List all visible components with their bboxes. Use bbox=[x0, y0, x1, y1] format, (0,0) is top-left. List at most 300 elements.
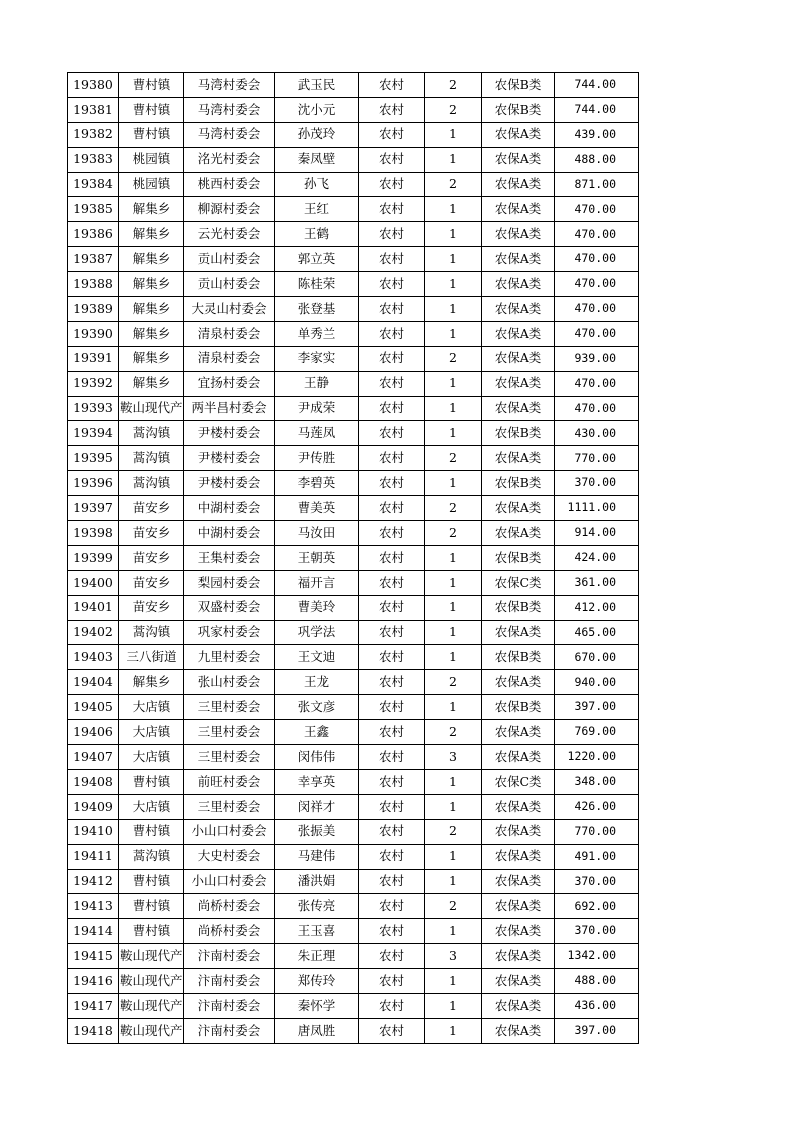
person-name-cell: 李家实 bbox=[275, 346, 359, 371]
member-count-cell: 3 bbox=[425, 944, 482, 969]
household-type-cell: 农村 bbox=[359, 521, 425, 546]
household-type-cell: 农村 bbox=[359, 993, 425, 1018]
member-count-cell: 1 bbox=[425, 247, 482, 272]
subsidy-ledger-table bbox=[67, 72, 639, 1044]
household-type-cell: 农村 bbox=[359, 222, 425, 247]
town-label: 曹村镇 bbox=[132, 101, 171, 117]
record-id-cell: 19413 bbox=[68, 894, 119, 919]
person-name-cell: 张传亮 bbox=[275, 894, 359, 919]
table-row bbox=[68, 297, 639, 322]
village-committee-cell: 尚桥村委会 bbox=[184, 919, 275, 944]
member-count-cell: 2 bbox=[425, 446, 482, 471]
village-committee-cell: 尚桥村委会 bbox=[184, 894, 275, 919]
town-cell bbox=[119, 521, 184, 546]
table-row bbox=[68, 172, 639, 197]
record-id-cell: 19396 bbox=[68, 471, 119, 496]
record-id-cell: 19385 bbox=[68, 197, 119, 222]
village-committee-cell: 汴南村委会 bbox=[184, 944, 275, 969]
town-cell bbox=[119, 197, 184, 222]
amount-cell: 470.00 bbox=[555, 222, 639, 247]
town-label: 桃园镇 bbox=[132, 176, 171, 192]
town-label: 曹村镇 bbox=[132, 873, 171, 889]
amount-cell: 940.00 bbox=[555, 670, 639, 695]
record-id-cell: 19395 bbox=[68, 446, 119, 471]
household-type-cell: 农村 bbox=[359, 794, 425, 819]
member-count-cell: 2 bbox=[425, 496, 482, 521]
member-count-cell: 1 bbox=[425, 147, 482, 172]
member-count-cell: 1 bbox=[425, 545, 482, 570]
amount-cell: 1342.00 bbox=[555, 944, 639, 969]
record-id-cell: 19417 bbox=[68, 993, 119, 1018]
household-type-cell: 农村 bbox=[359, 297, 425, 322]
village-committee-cell: 桃西村委会 bbox=[184, 172, 275, 197]
member-count-cell: 1 bbox=[425, 869, 482, 894]
village-committee-cell: 汴南村委会 bbox=[184, 1018, 275, 1043]
member-count-cell: 2 bbox=[425, 73, 482, 98]
person-name-cell: 闵伟伟 bbox=[275, 745, 359, 770]
record-id-cell: 19399 bbox=[68, 545, 119, 570]
town-cell bbox=[119, 794, 184, 819]
town-cell bbox=[119, 421, 184, 446]
person-name-cell: 曹美英 bbox=[275, 496, 359, 521]
amount-cell: 670.00 bbox=[555, 645, 639, 670]
town-cell bbox=[119, 919, 184, 944]
table-row bbox=[68, 446, 639, 471]
town-label: 大店镇 bbox=[132, 723, 171, 739]
village-committee-cell: 贡山村委会 bbox=[184, 247, 275, 272]
person-name-cell: 沈小元 bbox=[275, 97, 359, 122]
village-committee-cell: 前旺村委会 bbox=[184, 769, 275, 794]
village-committee-cell: 云光村委会 bbox=[184, 222, 275, 247]
town-label: 蒿沟镇 bbox=[132, 848, 171, 864]
table-row bbox=[68, 595, 639, 620]
household-type-cell: 农村 bbox=[359, 1018, 425, 1043]
amount-cell: 470.00 bbox=[555, 297, 639, 322]
household-type-cell: 农村 bbox=[359, 919, 425, 944]
town-cell bbox=[119, 346, 184, 371]
member-count-cell: 1 bbox=[425, 371, 482, 396]
town-label: 解集乡 bbox=[132, 250, 171, 266]
table-row bbox=[68, 396, 639, 421]
village-committee-cell: 巩家村委会 bbox=[184, 620, 275, 645]
record-id-cell: 19392 bbox=[68, 371, 119, 396]
person-name-cell: 王鹤 bbox=[275, 222, 359, 247]
record-id-cell: 19408 bbox=[68, 769, 119, 794]
insurance-category-cell: 农保B类 bbox=[482, 595, 555, 620]
town-cell bbox=[119, 894, 184, 919]
town-label: 鞍山现代产 bbox=[120, 400, 183, 416]
village-committee-cell: 柳源村委会 bbox=[184, 197, 275, 222]
member-count-cell: 1 bbox=[425, 645, 482, 670]
insurance-category-cell: 农保A类 bbox=[482, 794, 555, 819]
village-committee-cell: 梨园村委会 bbox=[184, 570, 275, 595]
record-id-cell: 19418 bbox=[68, 1018, 119, 1043]
insurance-category-cell: 农保A类 bbox=[482, 1018, 555, 1043]
record-id-cell: 19415 bbox=[68, 944, 119, 969]
table-row bbox=[68, 346, 639, 371]
record-id-cell: 19400 bbox=[68, 570, 119, 595]
town-label: 苗安乡 bbox=[132, 499, 171, 515]
town-label: 鞍山现代产 bbox=[120, 1022, 183, 1038]
person-name-cell: 李碧英 bbox=[275, 471, 359, 496]
town-cell bbox=[119, 247, 184, 272]
amount-cell: 348.00 bbox=[555, 769, 639, 794]
town-cell bbox=[119, 97, 184, 122]
village-committee-cell: 大史村委会 bbox=[184, 844, 275, 869]
person-name-cell: 潘洪娟 bbox=[275, 869, 359, 894]
town-cell bbox=[119, 620, 184, 645]
household-type-cell: 农村 bbox=[359, 172, 425, 197]
record-id-cell: 19388 bbox=[68, 272, 119, 297]
record-id-cell: 19394 bbox=[68, 421, 119, 446]
insurance-category-cell: 农保B类 bbox=[482, 545, 555, 570]
insurance-category-cell: 农保A类 bbox=[482, 172, 555, 197]
insurance-category-cell: 农保A类 bbox=[482, 969, 555, 994]
town-cell bbox=[119, 595, 184, 620]
village-committee-cell: 九里村委会 bbox=[184, 645, 275, 670]
amount-cell: 470.00 bbox=[555, 371, 639, 396]
member-count-cell: 1 bbox=[425, 595, 482, 620]
town-cell bbox=[119, 720, 184, 745]
town-cell bbox=[119, 1018, 184, 1043]
record-id-cell: 19407 bbox=[68, 745, 119, 770]
insurance-category-cell: 农保C类 bbox=[482, 769, 555, 794]
member-count-cell: 1 bbox=[425, 321, 482, 346]
town-cell bbox=[119, 969, 184, 994]
household-type-cell: 农村 bbox=[359, 496, 425, 521]
table-row bbox=[68, 869, 639, 894]
person-name-cell: 秦凤壁 bbox=[275, 147, 359, 172]
insurance-category-cell: 农保A类 bbox=[482, 720, 555, 745]
member-count-cell: 2 bbox=[425, 670, 482, 695]
amount-cell: 744.00 bbox=[555, 73, 639, 98]
insurance-category-cell: 农保A类 bbox=[482, 620, 555, 645]
town-label: 解集乡 bbox=[132, 350, 171, 366]
table-row bbox=[68, 570, 639, 595]
insurance-category-cell: 农保A类 bbox=[482, 894, 555, 919]
member-count-cell: 2 bbox=[425, 720, 482, 745]
town-label: 蒿沟镇 bbox=[132, 474, 171, 490]
insurance-category-cell: 农保A类 bbox=[482, 819, 555, 844]
ledger-body bbox=[68, 73, 639, 1044]
amount-cell: 370.00 bbox=[555, 869, 639, 894]
table-row bbox=[68, 371, 639, 396]
insurance-category-cell: 农保A类 bbox=[482, 670, 555, 695]
town-label: 三八街道 bbox=[126, 649, 177, 665]
amount-cell: 361.00 bbox=[555, 570, 639, 595]
household-type-cell: 农村 bbox=[359, 545, 425, 570]
member-count-cell: 1 bbox=[425, 844, 482, 869]
table-row bbox=[68, 794, 639, 819]
record-id-cell: 19393 bbox=[68, 396, 119, 421]
person-name-cell: 王静 bbox=[275, 371, 359, 396]
member-count-cell: 1 bbox=[425, 122, 482, 147]
table-row bbox=[68, 247, 639, 272]
record-id-cell: 19405 bbox=[68, 695, 119, 720]
table-row bbox=[68, 919, 639, 944]
person-name-cell: 王红 bbox=[275, 197, 359, 222]
amount-cell: 436.00 bbox=[555, 993, 639, 1018]
person-name-cell: 张登基 bbox=[275, 297, 359, 322]
table-row bbox=[68, 122, 639, 147]
town-cell bbox=[119, 769, 184, 794]
amount-cell: 871.00 bbox=[555, 172, 639, 197]
household-type-cell: 农村 bbox=[359, 272, 425, 297]
amount-cell: 370.00 bbox=[555, 919, 639, 944]
town-label: 蒿沟镇 bbox=[132, 624, 171, 640]
town-cell bbox=[119, 147, 184, 172]
table-row bbox=[68, 73, 639, 98]
town-label: 解集乡 bbox=[132, 300, 171, 316]
amount-cell: 430.00 bbox=[555, 421, 639, 446]
person-name-cell: 曹美玲 bbox=[275, 595, 359, 620]
village-committee-cell: 洺光村委会 bbox=[184, 147, 275, 172]
town-cell bbox=[119, 471, 184, 496]
town-label: 解集乡 bbox=[132, 325, 171, 341]
table-row bbox=[68, 521, 639, 546]
person-name-cell: 张文彦 bbox=[275, 695, 359, 720]
town-label: 解集乡 bbox=[132, 226, 171, 242]
insurance-category-cell: 农保A类 bbox=[482, 346, 555, 371]
record-id-cell: 19412 bbox=[68, 869, 119, 894]
member-count-cell: 2 bbox=[425, 819, 482, 844]
amount-cell: 770.00 bbox=[555, 819, 639, 844]
insurance-category-cell: 农保A类 bbox=[482, 521, 555, 546]
village-committee-cell: 尹楼村委会 bbox=[184, 421, 275, 446]
town-label: 解集乡 bbox=[132, 674, 171, 690]
table-row bbox=[68, 944, 639, 969]
village-committee-cell: 马湾村委会 bbox=[184, 97, 275, 122]
household-type-cell: 农村 bbox=[359, 97, 425, 122]
member-count-cell: 1 bbox=[425, 620, 482, 645]
amount-cell: 470.00 bbox=[555, 272, 639, 297]
household-type-cell: 农村 bbox=[359, 670, 425, 695]
insurance-category-cell: 农保B类 bbox=[482, 421, 555, 446]
record-id-cell: 19387 bbox=[68, 247, 119, 272]
member-count-cell: 2 bbox=[425, 521, 482, 546]
amount-cell: 1111.00 bbox=[555, 496, 639, 521]
town-label: 曹村镇 bbox=[132, 76, 171, 92]
town-label: 解集乡 bbox=[132, 201, 171, 217]
insurance-category-cell: 农保A类 bbox=[482, 371, 555, 396]
town-cell bbox=[119, 944, 184, 969]
village-committee-cell: 三里村委会 bbox=[184, 794, 275, 819]
amount-cell: 370.00 bbox=[555, 471, 639, 496]
member-count-cell: 2 bbox=[425, 97, 482, 122]
town-cell bbox=[119, 272, 184, 297]
person-name-cell: 福开言 bbox=[275, 570, 359, 595]
amount-cell: 770.00 bbox=[555, 446, 639, 471]
amount-cell: 488.00 bbox=[555, 147, 639, 172]
record-id-cell: 19390 bbox=[68, 321, 119, 346]
amount-cell: 914.00 bbox=[555, 521, 639, 546]
amount-cell: 465.00 bbox=[555, 620, 639, 645]
town-cell bbox=[119, 844, 184, 869]
amount-cell: 939.00 bbox=[555, 346, 639, 371]
member-count-cell: 1 bbox=[425, 919, 482, 944]
record-id-cell: 19380 bbox=[68, 73, 119, 98]
village-committee-cell: 张山村委会 bbox=[184, 670, 275, 695]
town-label: 苗安乡 bbox=[132, 524, 171, 540]
village-committee-cell: 小山口村委会 bbox=[184, 869, 275, 894]
village-committee-cell: 三里村委会 bbox=[184, 720, 275, 745]
amount-cell: 397.00 bbox=[555, 695, 639, 720]
town-label: 曹村镇 bbox=[132, 922, 171, 938]
table-row bbox=[68, 969, 639, 994]
person-name-cell: 马建伟 bbox=[275, 844, 359, 869]
household-type-cell: 农村 bbox=[359, 396, 425, 421]
town-cell bbox=[119, 695, 184, 720]
insurance-category-cell: 农保A类 bbox=[482, 919, 555, 944]
member-count-cell: 1 bbox=[425, 471, 482, 496]
insurance-category-cell: 农保A类 bbox=[482, 993, 555, 1018]
insurance-category-cell: 农保A类 bbox=[482, 222, 555, 247]
household-type-cell: 农村 bbox=[359, 720, 425, 745]
village-committee-cell: 尹楼村委会 bbox=[184, 446, 275, 471]
record-id-cell: 19383 bbox=[68, 147, 119, 172]
town-label: 蒿沟镇 bbox=[132, 450, 171, 466]
table-row bbox=[68, 421, 639, 446]
amount-cell: 488.00 bbox=[555, 969, 639, 994]
household-type-cell: 农村 bbox=[359, 570, 425, 595]
town-label: 苗安乡 bbox=[132, 549, 171, 565]
member-count-cell: 1 bbox=[425, 197, 482, 222]
record-id-cell: 19402 bbox=[68, 620, 119, 645]
table-row bbox=[68, 321, 639, 346]
table-row bbox=[68, 496, 639, 521]
amount-cell: 491.00 bbox=[555, 844, 639, 869]
person-name-cell: 闵祥才 bbox=[275, 794, 359, 819]
member-count-cell: 3 bbox=[425, 745, 482, 770]
member-count-cell: 1 bbox=[425, 1018, 482, 1043]
insurance-category-cell: 农保B类 bbox=[482, 471, 555, 496]
town-label: 大店镇 bbox=[132, 798, 171, 814]
person-name-cell: 王龙 bbox=[275, 670, 359, 695]
member-count-cell: 2 bbox=[425, 346, 482, 371]
town-cell bbox=[119, 869, 184, 894]
household-type-cell: 农村 bbox=[359, 147, 425, 172]
town-cell bbox=[119, 993, 184, 1018]
household-type-cell: 农村 bbox=[359, 894, 425, 919]
table-row bbox=[68, 720, 639, 745]
table-row bbox=[68, 222, 639, 247]
household-type-cell: 农村 bbox=[359, 247, 425, 272]
household-type-cell: 农村 bbox=[359, 595, 425, 620]
town-cell bbox=[119, 745, 184, 770]
town-label: 曹村镇 bbox=[132, 126, 171, 142]
amount-cell: 397.00 bbox=[555, 1018, 639, 1043]
town-label: 大店镇 bbox=[132, 748, 171, 764]
person-name-cell: 幸享英 bbox=[275, 769, 359, 794]
town-cell bbox=[119, 396, 184, 421]
town-label: 大店镇 bbox=[132, 698, 171, 714]
amount-cell: 769.00 bbox=[555, 720, 639, 745]
person-name-cell: 唐凤胜 bbox=[275, 1018, 359, 1043]
table-row bbox=[68, 819, 639, 844]
insurance-category-cell: 农保A类 bbox=[482, 147, 555, 172]
table-row bbox=[68, 844, 639, 869]
person-name-cell: 马汝田 bbox=[275, 521, 359, 546]
amount-cell: 470.00 bbox=[555, 396, 639, 421]
table-row bbox=[68, 894, 639, 919]
record-id-cell: 19398 bbox=[68, 521, 119, 546]
person-name-cell: 巩学法 bbox=[275, 620, 359, 645]
insurance-category-cell: 农保A类 bbox=[482, 197, 555, 222]
table-row bbox=[68, 745, 639, 770]
village-committee-cell: 小山口村委会 bbox=[184, 819, 275, 844]
town-label: 鞍山现代产 bbox=[120, 972, 183, 988]
record-id-cell: 19416 bbox=[68, 969, 119, 994]
village-committee-cell: 清泉村委会 bbox=[184, 321, 275, 346]
village-committee-cell: 中湖村委会 bbox=[184, 496, 275, 521]
village-committee-cell: 清泉村委会 bbox=[184, 346, 275, 371]
town-cell bbox=[119, 73, 184, 98]
insurance-category-cell: 农保A类 bbox=[482, 321, 555, 346]
town-label: 苗安乡 bbox=[132, 599, 171, 615]
household-type-cell: 农村 bbox=[359, 695, 425, 720]
person-name-cell: 王朝英 bbox=[275, 545, 359, 570]
town-label: 曹村镇 bbox=[132, 773, 171, 789]
table-row bbox=[68, 197, 639, 222]
insurance-category-cell: 农保B类 bbox=[482, 97, 555, 122]
village-committee-cell: 贡山村委会 bbox=[184, 272, 275, 297]
village-committee-cell: 双盛村委会 bbox=[184, 595, 275, 620]
record-id-cell: 19411 bbox=[68, 844, 119, 869]
village-committee-cell: 尹楼村委会 bbox=[184, 471, 275, 496]
record-id-cell: 19410 bbox=[68, 819, 119, 844]
record-id-cell: 19403 bbox=[68, 645, 119, 670]
household-type-cell: 农村 bbox=[359, 122, 425, 147]
household-type-cell: 农村 bbox=[359, 321, 425, 346]
insurance-category-cell: 农保A类 bbox=[482, 844, 555, 869]
household-type-cell: 农村 bbox=[359, 645, 425, 670]
village-committee-cell: 马湾村委会 bbox=[184, 73, 275, 98]
household-type-cell: 农村 bbox=[359, 371, 425, 396]
table-row bbox=[68, 695, 639, 720]
household-type-cell: 农村 bbox=[359, 844, 425, 869]
village-committee-cell: 三里村委会 bbox=[184, 745, 275, 770]
insurance-category-cell: 农保C类 bbox=[482, 570, 555, 595]
insurance-category-cell: 农保A类 bbox=[482, 446, 555, 471]
village-committee-cell: 王集村委会 bbox=[184, 545, 275, 570]
town-label: 鞍山现代产 bbox=[120, 997, 183, 1013]
member-count-cell: 1 bbox=[425, 396, 482, 421]
person-name-cell: 孙茂玲 bbox=[275, 122, 359, 147]
record-id-cell: 19391 bbox=[68, 346, 119, 371]
village-committee-cell: 大灵山村委会 bbox=[184, 297, 275, 322]
member-count-cell: 2 bbox=[425, 172, 482, 197]
amount-cell: 692.00 bbox=[555, 894, 639, 919]
table-row bbox=[68, 545, 639, 570]
record-id-cell: 19406 bbox=[68, 720, 119, 745]
record-id-cell: 19414 bbox=[68, 919, 119, 944]
insurance-category-cell: 农保A类 bbox=[482, 297, 555, 322]
table-row bbox=[68, 272, 639, 297]
town-cell bbox=[119, 446, 184, 471]
member-count-cell: 1 bbox=[425, 222, 482, 247]
household-type-cell: 农村 bbox=[359, 620, 425, 645]
person-name-cell: 武玉民 bbox=[275, 73, 359, 98]
person-name-cell: 尹成荣 bbox=[275, 396, 359, 421]
member-count-cell: 1 bbox=[425, 695, 482, 720]
town-label: 解集乡 bbox=[132, 275, 171, 291]
person-name-cell: 孙飞 bbox=[275, 172, 359, 197]
person-name-cell: 尹传胜 bbox=[275, 446, 359, 471]
village-committee-cell: 汴南村委会 bbox=[184, 969, 275, 994]
town-label: 鞍山现代产 bbox=[120, 947, 183, 963]
amount-cell: 412.00 bbox=[555, 595, 639, 620]
insurance-category-cell: 农保A类 bbox=[482, 745, 555, 770]
